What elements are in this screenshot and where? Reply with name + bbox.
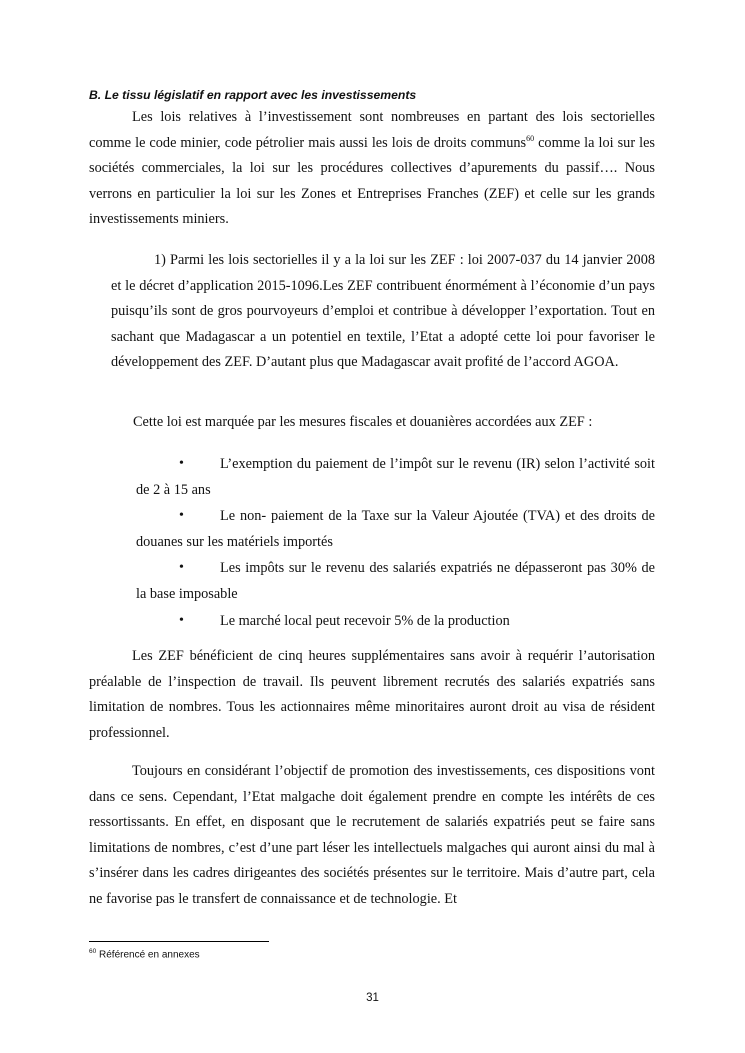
measures-intro: Cette loi est marquée par les mesures fiscales et douanières accordées aux ZEF : [133,414,593,430]
bullet-icon: • [179,456,184,471]
bullet-item [136,503,655,555]
bullet-item [136,608,655,634]
bullet-text: Le non- paiement de la Taxe sur la Valeur Ajoutée (TVA) et des droits de douanes sur les matériels importés [136,508,655,550]
paragraph-zef-benefits [89,644,655,746]
bullet-text: Le marché local peut recevoir 5% de la production [220,613,510,629]
bullet-item [136,451,655,503]
paragraph-intro [89,105,655,233]
footnote-divider [89,941,269,942]
bullet-icon: • [179,560,184,575]
footnote-reference[interactable]: 60 [526,133,535,143]
bullet-item [136,555,655,607]
footnote [89,948,200,960]
bullet-text: Les impôts sur le revenu des salariés expatriés ne dépasseront pas 30% de la base imposable [136,560,655,602]
paragraph-intro-text-a: Les lois relatives à l’investissement sont nombreuses en partant des lois sectorielles comme le code minier, code pétrolier mais aussi les lois de droits communs [89,109,655,151]
paragraph-promotion-text: Toujours en considérant l’objectif de promotion des investissements, ces dispositions vont dans ce sens. Cependant, l’Etat malgache doit également prendre en compte les intérêts de ces ressortissants. En effet, en disposant que le recrutement de salariés expatriés peut se faire sans limitations de nombres, c’est d’une part léser les intellectuels malgaches qui auront ainsi du mal à s’insérer dans les cadres dirigeantes des sociétés présentes sur le territoire. Mais d’autre part, cela ne favorise pas le transfert de connaissance et de technologie. Et [89,763,655,907]
section-heading: B. Le tissu législatif en rapport avec les investissements [89,88,417,102]
bullet-text: L’exemption du paiement de l’impôt sur le revenu (IR) selon l’activité soit de 2 à 15 ans [136,456,655,498]
bullet-icon: • [179,613,184,628]
footnote-number: 60 [89,948,97,955]
numbered-item-1 [111,248,655,376]
numbered-item-1-text: 1) Parmi les lois sectorielles il y a la loi sur les ZEF : loi 2007-037 du 14 janvier 2008 et le décret d’application 2015-1096.Les ZEF contribuent énormément à l’économie d’un pays puisqu’ils sont de gros pourvoyeurs d’emploi et contribue à développer l’exportation. Tout en sachant que Madagascar a un potentiel en textile, l’Etat a adopté cette loi pour favoriser le développement des ZEF. D’autant plus que Madagascar avait profité de l’accord AGOA. [111,252,655,371]
bullet-icon: • [179,508,184,523]
paragraph-intro-text-b: comme la loi sur les sociétés commerciales, la loi sur les procédures collectives d’apurements du passif…. Nous verrons en particulier la loi sur les Zones et Entreprises Franches (ZEF) et celle sur les grands investissements miniers. [89,134,655,228]
paragraph-zef-benefits-text: Les ZEF bénéficient de cinq heures supplémentaires sans avoir à requérir l’autorisation préalable de l’inspection de travail. Ils peuvent librement recrutés des salariés expatriés sans limitation de nombres. Tous les actionnaires même minoritaires auront droit au visa de résident professionnel. [89,648,655,741]
page-number: 31 [366,992,379,1004]
footnote-text: Référencé en annexes [96,949,200,961]
paragraph-promotion [89,759,655,913]
